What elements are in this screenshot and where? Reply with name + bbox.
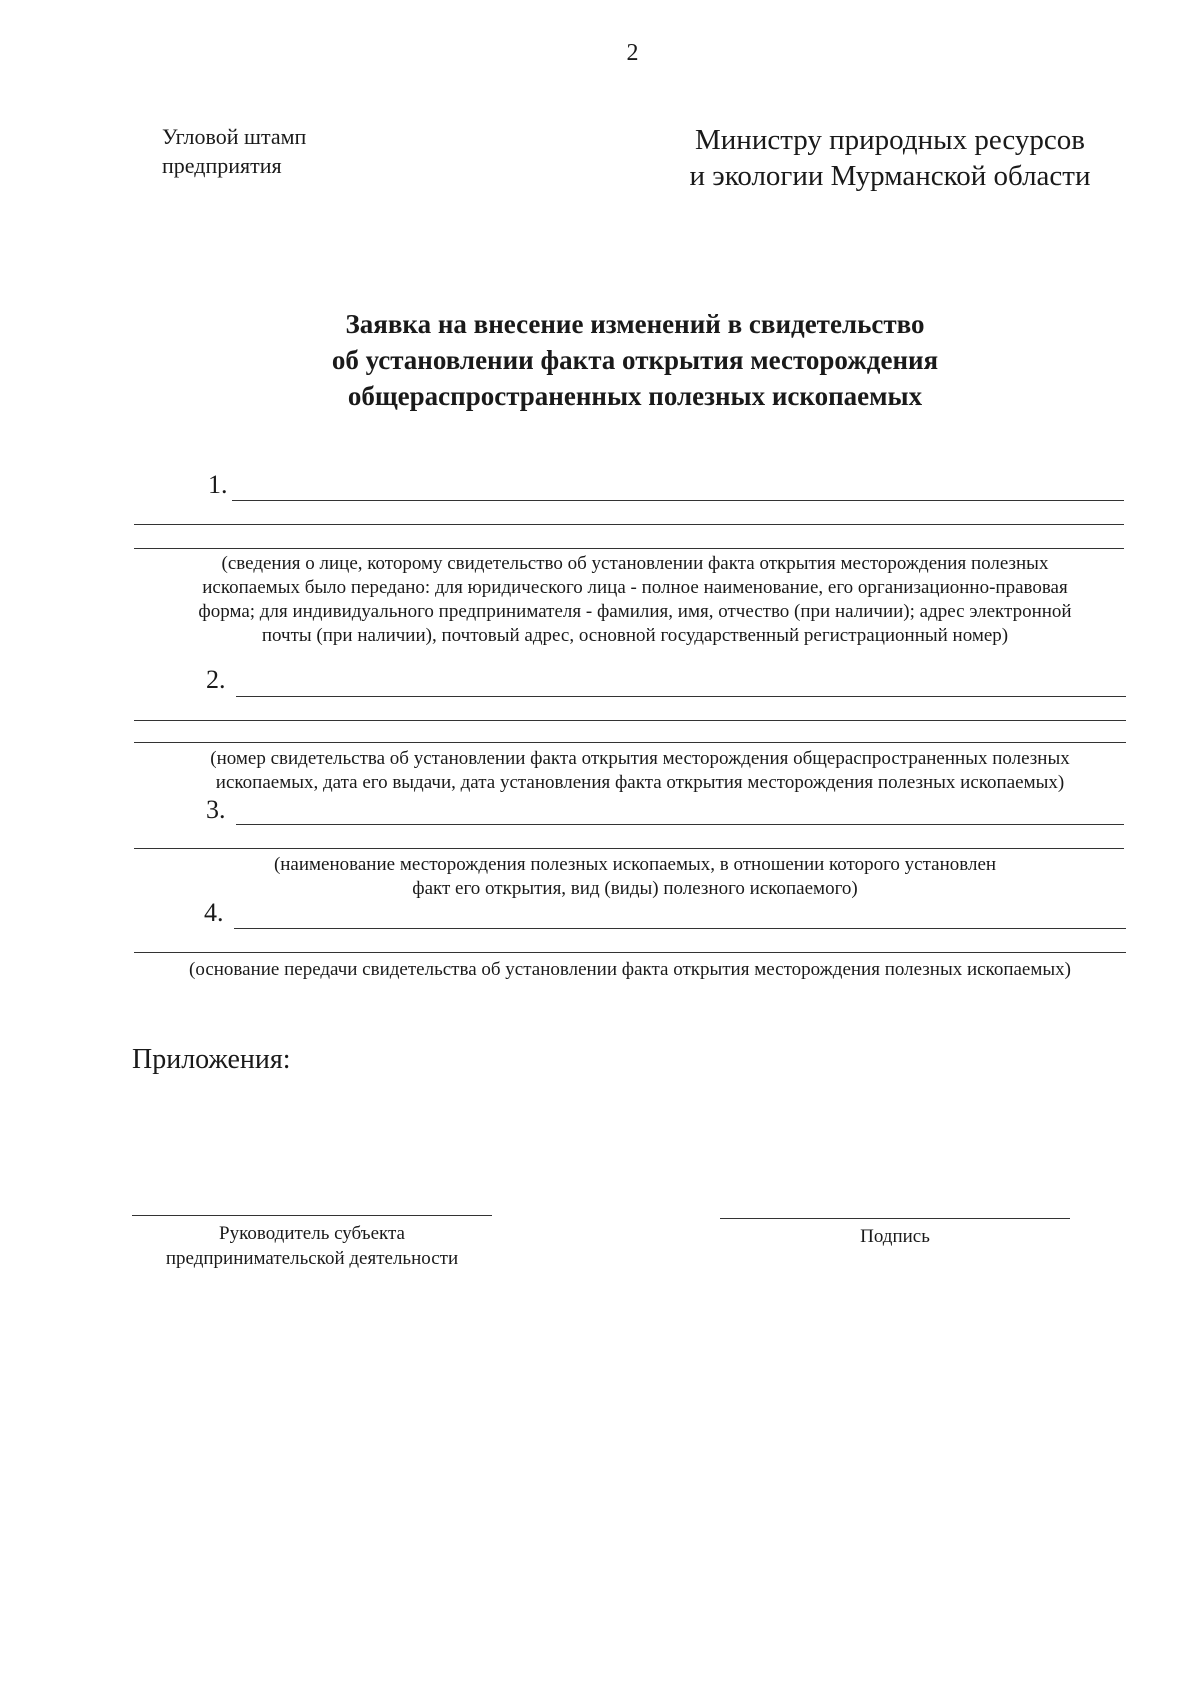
field-2-input-line[interactable] xyxy=(236,696,1126,697)
signature-label: Подпись xyxy=(860,1226,930,1247)
appendix-label: Приложения: xyxy=(132,1044,291,1075)
addressee-line-1: Министру природных ресурсов xyxy=(695,124,1085,156)
field-3-input-line[interactable] xyxy=(236,824,1124,825)
field-2-caption-line: ископаемых, дата его выдачи, дата установления факта открытия месторождения полезных ископаемых) xyxy=(215,772,1065,793)
stamp-line-2: предприятия xyxy=(162,153,282,178)
field-1-caption xyxy=(150,552,1120,648)
field-1-caption-line: (сведения о лице, которому свидетельство об установлении факта открытия месторождения полезных xyxy=(221,553,1049,574)
document-title xyxy=(250,306,1020,414)
field-2-caption xyxy=(150,747,1130,795)
field-1-caption-line: форма; для индивидуального предпринимателя - фамилия, имя, отчество (при наличии); адрес электронной xyxy=(198,601,1072,622)
field-1-caption-line: почты (при наличии), почтовый адрес, основной государственный регистрационный номер) xyxy=(261,625,1009,646)
field-4-number: 4. xyxy=(204,898,224,927)
title-line-1: Заявка на внесение изменений в свидетельство xyxy=(345,309,925,339)
field-3-number: 3. xyxy=(206,795,226,824)
field-1-line-3 xyxy=(134,548,1124,549)
field-4-caption-line: (основание передачи свидетельства об установлении факта открытия месторождения полезных ископаемых) xyxy=(189,959,1071,980)
signature-line[interactable] xyxy=(720,1218,1070,1219)
field-3-caption-line: факт его открытия, вид (виды) полезного ископаемого) xyxy=(412,878,858,899)
field-3-caption xyxy=(150,853,1120,901)
head-label-line-2: предпринимательской деятельности xyxy=(165,1248,459,1269)
head-signature-line[interactable] xyxy=(132,1215,492,1216)
field-2-line-2 xyxy=(134,720,1126,721)
title-line-3: общераспространенных полезных ископаемых xyxy=(347,381,923,411)
field-3-line-2 xyxy=(134,848,1124,849)
stamp-line-1: Угловой штамп xyxy=(162,124,307,149)
field-1-number: 1. xyxy=(208,470,228,499)
addressee-line-2: и экологии Мурманской области xyxy=(689,160,1091,192)
field-2-line-3 xyxy=(134,742,1126,743)
head-label-line-1: Руководитель субъекта xyxy=(219,1223,405,1244)
field-4-input-line[interactable] xyxy=(234,928,1126,929)
field-4-caption xyxy=(130,958,1130,982)
field-3-caption-line: (наименование месторождения полезных ископаемых, в отношении которого установлен xyxy=(273,854,997,875)
addressee xyxy=(660,122,1120,194)
field-4-line-2 xyxy=(134,952,1126,953)
page-number: 2 xyxy=(626,40,639,66)
field-1-line-2 xyxy=(134,524,1124,525)
corner-stamp-label xyxy=(162,122,306,180)
head-signature-label xyxy=(132,1221,492,1271)
title-line-2: об установлении факта открытия месторождения xyxy=(331,345,939,375)
field-2-number: 2. xyxy=(206,665,226,694)
field-1-caption-line: ископаемых было передано: для юридического лица - полное наименование, его организационно-правовая xyxy=(202,577,1068,598)
field-1-input-line[interactable] xyxy=(232,500,1124,501)
field-2-caption-line: (номер свидетельства об установлении факта открытия месторождения общераспространенных полезных xyxy=(210,748,1070,769)
